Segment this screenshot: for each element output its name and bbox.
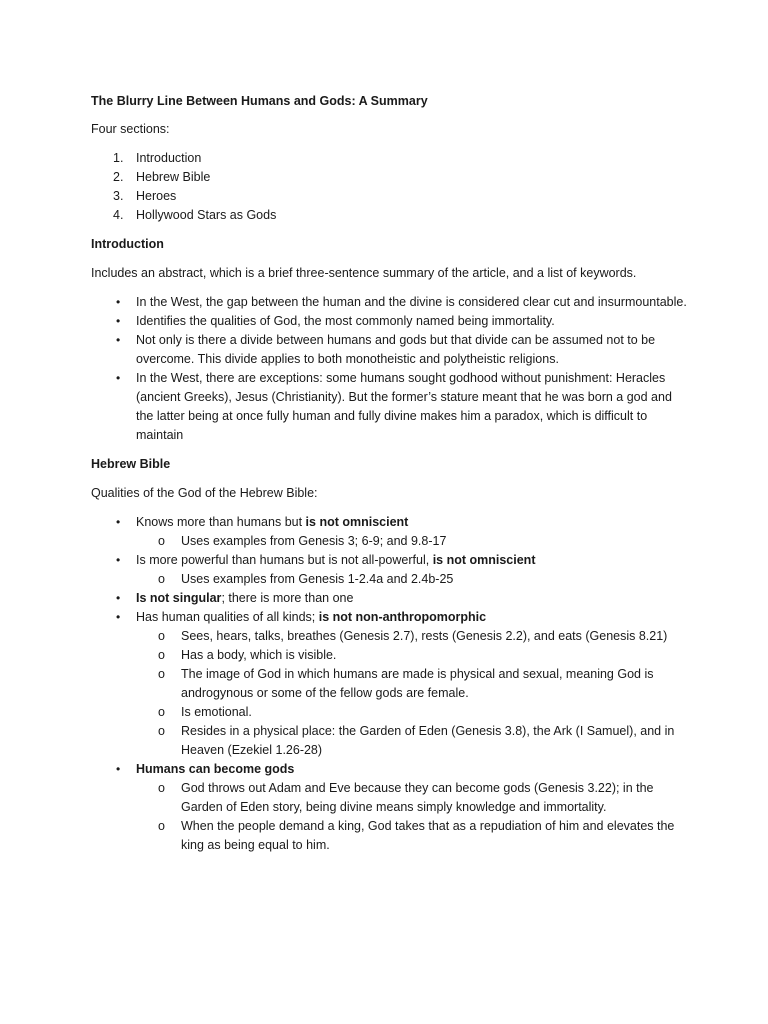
introduction-bullets <box>91 293 688 445</box>
list-item: • In the West, the gap between the human and the divine is considered clear cut and insurmountable. <box>91 293 688 312</box>
list-item: • Is more powerful than humans but is not all-powerful, is not omniscient o Uses examples from Genesis 1-2.4a and 2.4b-25 <box>91 551 688 589</box>
circle-bullet-icon: o <box>158 705 165 719</box>
bullet-icon: • <box>116 314 121 328</box>
bullet-icon: • <box>116 515 121 529</box>
circle-bullet-icon: o <box>158 648 165 662</box>
list-item: • Has human qualities of all kinds; is not non-anthropomorphic o Sees, hears, talks, breathes (Genesis 2.7), rests (Genesis 2.2), and eats (Genesis 8.21) o Has a body, which is visible. o The image of God in which humans are made is physical and sexual, meaning God is androgynous or some of the fellow gods are female. o Is emotional. o Resides in a physical place: the Garden of Eden (Genesis 3.8), the Ark (I Samuel), and in Heaven (Ezekiel 1.26-28) <box>91 608 688 760</box>
list-item: • Humans can become gods o God throws out Adam and Eve because they can become gods (Genesis 3.22); in the Garden of Eden story, being divine means simply knowledge and immortality. o When the people demand a king, God takes that as a repudiation of him and elevates the king as being equal to him. <box>91 760 688 855</box>
list-item: 3. Heroes <box>113 189 177 203</box>
list-item: • Is not singular; there is more than one <box>91 589 688 608</box>
hebrew-bible-intro: Qualities of the God of the Hebrew Bible: <box>91 486 318 500</box>
sub-list <box>136 570 688 589</box>
list-item: o Resides in a physical place: the Garden of Eden (Genesis 3.8), the Ark (I Samuel), and in Heaven (Ezekiel 1.26-28) <box>158 724 675 757</box>
circle-bullet-icon: o <box>158 534 165 548</box>
bullet-icon: • <box>116 610 121 624</box>
sub-list <box>136 779 688 855</box>
list-item: o The image of God in which humans are made is physical and sexual, meaning God is androgynous or some of the fellow gods are female. <box>158 667 654 700</box>
list-item: o Is emotional. <box>136 703 688 722</box>
circle-bullet-icon: o <box>158 629 165 643</box>
list-item: • Knows more than humans but is not omniscient o Uses examples from Genesis 3; 6-9; and 9.8-17 <box>91 513 688 551</box>
introduction-heading: Introduction <box>91 237 164 251</box>
circle-bullet-icon: o <box>158 724 165 738</box>
bullet-icon: • <box>116 371 121 385</box>
bullet-icon: • <box>116 333 121 347</box>
list-item: 4. Hollywood Stars as Gods <box>113 208 277 222</box>
list-item: o Uses examples from Genesis 1-2.4a and 2.4b-25 <box>136 570 688 589</box>
list-item: o Sees, hears, talks, breathes (Genesis 2.7), rests (Genesis 2.2), and eats (Genesis 8.21) <box>136 627 688 646</box>
bullet-icon: • <box>116 591 121 605</box>
list-item: 2. Hebrew Bible <box>113 170 211 184</box>
introduction-abstract: Includes an abstract, which is a brief three-sentence summary of the article, and a list of keywords. <box>91 266 637 280</box>
sub-list <box>136 627 688 760</box>
bullet-icon: • <box>116 762 121 776</box>
sections-intro: Four sections: <box>91 122 170 136</box>
circle-bullet-icon: o <box>158 572 165 586</box>
list-item: • In the West, there are exceptions: some humans sought godhood without punishment: Heracles (ancient Greeks), Jesus (Christianity). But the former’s stature meant that he was born a god and the latter being at once fully human and fully divine makes him a paradox, which is difficult to maintain <box>116 371 672 442</box>
list-item: • Not only is there a divide between humans and gods but that divide can be assumed not to be overcome. This divide applies to both monotheistic and polytheistic religions. <box>116 333 656 366</box>
circle-bullet-icon: o <box>158 819 165 833</box>
list-item: o God throws out Adam and Eve because they can become gods (Genesis 3.22); in the Garden of Eden story, being divine means simply knowledge and immortality. <box>158 781 654 814</box>
list-item: o Uses examples from Genesis 3; 6-9; and 9.8-17 <box>136 532 688 551</box>
list-item: • Identifies the qualities of God, the most commonly named being immortality. <box>91 312 688 331</box>
hebrew-bible-bullets <box>91 513 688 855</box>
bullet-icon: • <box>116 295 121 309</box>
bullet-icon: • <box>116 553 121 567</box>
list-item: o When the people demand a king, God takes that as a repudiation of him and elevates the king as being equal to him. <box>158 819 675 852</box>
sub-list <box>136 532 688 551</box>
circle-bullet-icon: o <box>158 781 165 795</box>
list-item: 1. Introduction <box>113 151 202 165</box>
list-item: o Has a body, which is visible. <box>136 646 688 665</box>
document-title: The Blurry Line Between Humans and Gods: A Summary <box>91 94 428 108</box>
sections-list <box>91 149 688 225</box>
hebrew-bible-heading: Hebrew Bible <box>91 457 171 471</box>
circle-bullet-icon: o <box>158 667 165 681</box>
